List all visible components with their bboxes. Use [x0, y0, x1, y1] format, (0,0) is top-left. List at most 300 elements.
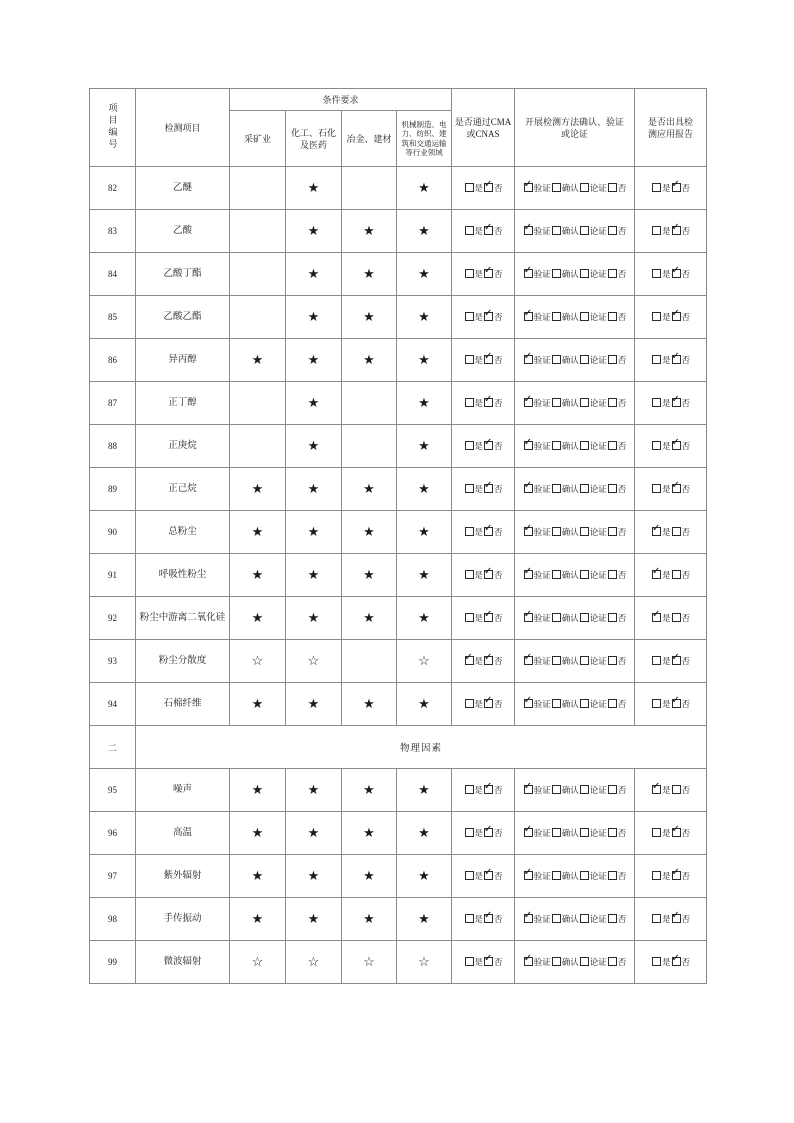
checkbox-checked-icon: [652, 523, 661, 536]
checkbox-checked-icon: [484, 222, 493, 235]
cma-cell: [452, 941, 515, 984]
checkbox-label: 否: [494, 226, 503, 236]
item-name: 乙酸乙酯: [136, 296, 230, 339]
report-cell: [635, 167, 707, 210]
checkbox-unchecked-icon: [608, 914, 617, 923]
checkbox-unchecked-icon: [672, 613, 681, 622]
checkbox-label: 验证: [533, 613, 551, 623]
checkbox-label: 论证: [589, 269, 607, 279]
industry-star-cell: [342, 683, 397, 726]
checkbox-unchecked-icon: [608, 183, 617, 192]
checkbox-unchecked-icon: [552, 957, 561, 966]
check-mark-icon: ✓: [484, 910, 493, 921]
cma-cell: [452, 812, 515, 855]
method-cell: [515, 468, 635, 511]
checkbox-label: 是: [662, 269, 671, 279]
industry-star-cell: [286, 812, 342, 855]
industry-star-cell: [286, 683, 342, 726]
checkbox-unchecked-icon: [652, 914, 661, 923]
filled-star-icon: ★: [251, 868, 264, 883]
col-header-item-no: [90, 89, 136, 167]
filled-star-icon: ★: [363, 782, 375, 797]
checkbox-checked-icon: [671, 953, 681, 966]
filled-star-icon: ★: [307, 352, 320, 367]
checkbox-checked-icon: [484, 351, 493, 364]
check-mark-icon: ✓: [484, 480, 493, 491]
conditions-label: 条件要求: [322, 94, 359, 105]
checkbox-label: 是: [662, 226, 671, 236]
checkbox-unchecked-icon: [552, 312, 561, 321]
checkbox-label: 否: [681, 871, 691, 881]
checkbox-checked-icon: [523, 695, 533, 708]
item-name: 乙酸丁酯: [136, 253, 230, 296]
checkbox-checked-icon: [671, 824, 681, 837]
report-cell: [635, 339, 707, 382]
industry-star-cell: [342, 855, 397, 898]
filled-star-icon: ★: [418, 868, 430, 883]
method-cell: [515, 812, 635, 855]
checkbox-unchecked-icon: [552, 871, 561, 880]
industry-star-cell: [286, 210, 342, 253]
industry-star-cell: [230, 511, 286, 554]
checkbox-label: 验证: [533, 226, 551, 236]
checkbox-label: 验证: [533, 914, 551, 924]
cma-cell: [452, 640, 515, 683]
table-body: [90, 167, 707, 984]
checkbox-label: 论证: [589, 957, 607, 967]
checkbox-unchecked-icon: [608, 957, 617, 966]
check-mark-icon: ✓: [652, 566, 661, 577]
checkbox-label: 确认: [561, 226, 579, 236]
filled-star-icon: ★: [363, 610, 375, 625]
checkbox-label: 否: [681, 699, 691, 709]
checkbox-unchecked-icon: [465, 570, 474, 579]
report-cell: [635, 683, 707, 726]
checkbox-unchecked-icon: [608, 226, 617, 235]
checkbox-label: 是: [474, 570, 484, 580]
checkbox-label: 论证: [589, 355, 607, 365]
item-name: 微波辐射: [136, 941, 230, 984]
checkbox-label: 否: [494, 656, 503, 666]
checkbox-unchecked-icon: [652, 484, 661, 493]
method-cell: [515, 296, 635, 339]
checkbox-label: 确认: [561, 527, 579, 537]
checkbox-unchecked-icon: [580, 656, 589, 665]
col-header-mining: 采矿业: [230, 111, 286, 167]
industry-star-cell: [230, 210, 286, 253]
item-number: 83: [90, 210, 136, 253]
filled-star-icon: ★: [251, 610, 264, 625]
checkbox-checked-icon: [484, 394, 493, 407]
checkbox-label: 否: [494, 183, 503, 193]
industry-star-cell: [342, 769, 397, 812]
checkbox-unchecked-icon: [608, 570, 617, 579]
section-title: 物理因素: [136, 726, 707, 769]
filled-star-icon: ★: [418, 266, 430, 281]
checkbox-label: 否: [617, 957, 627, 967]
checkbox-checked-icon: [523, 394, 533, 407]
checkbox-unchecked-icon: [608, 656, 617, 665]
filled-star-icon: ★: [363, 911, 375, 926]
check-mark-icon: ✓: [671, 437, 680, 448]
filled-star-icon: ★: [418, 524, 430, 539]
industry-star-cell: [397, 597, 452, 640]
cma-cell: [452, 683, 515, 726]
item-name: 呼吸性粉尘: [136, 554, 230, 597]
checkbox-label: 否: [617, 441, 627, 451]
industry-star-cell: [397, 296, 452, 339]
section-row: [90, 726, 707, 769]
checkbox-label: 否: [494, 527, 503, 537]
check-mark-icon: ✓: [484, 265, 493, 276]
checkbox-label: 否: [494, 312, 503, 322]
check-mark-icon: ✓: [523, 953, 533, 964]
check-mark-icon: ✓: [523, 437, 533, 448]
item-name: 总粉尘: [136, 511, 230, 554]
checkbox-label: 论证: [589, 871, 607, 881]
checkbox-label: 论证: [589, 441, 607, 451]
checkbox-label: 否: [681, 183, 691, 193]
checkbox-checked-icon: [671, 351, 681, 364]
industry-star-cell: [342, 468, 397, 511]
cma-cell: [452, 296, 515, 339]
filled-star-icon: ★: [251, 825, 264, 840]
check-mark-icon: ✓: [523, 824, 533, 835]
checkbox-checked-icon: [523, 222, 533, 235]
industry-star-cell: [286, 554, 342, 597]
industry-star-cell: [230, 425, 286, 468]
filled-star-icon: ★: [307, 696, 320, 711]
checkbox-unchecked-icon: [552, 183, 561, 192]
check-mark-icon: ✓: [671, 695, 680, 706]
checkbox-unchecked-icon: [580, 441, 589, 450]
checkbox-checked-icon: [652, 566, 661, 579]
method-cell: [515, 640, 635, 683]
checkbox-label: 验证: [533, 441, 551, 451]
hollow-star-icon: ☆: [363, 954, 375, 969]
checkbox-label: 是: [662, 613, 671, 623]
method-cell: [515, 898, 635, 941]
checkbox-label: 否: [494, 957, 503, 967]
checkbox-label: 否: [681, 613, 691, 623]
industry-star-cell: [342, 167, 397, 210]
cma-cell: [452, 339, 515, 382]
filled-star-icon: ★: [307, 223, 320, 238]
section-number: 二: [90, 726, 136, 769]
check-mark-icon: ✓: [484, 222, 493, 233]
industry-star-cell: [286, 640, 342, 683]
checkbox-label: 否: [681, 828, 691, 838]
report-cell: [635, 941, 707, 984]
filled-star-icon: ★: [251, 782, 264, 797]
col-header-chemical: 化工、石化及医药: [286, 111, 342, 167]
checkbox-unchecked-icon: [652, 656, 661, 665]
checkbox-checked-icon: [523, 351, 533, 364]
check-mark-icon: ✓: [523, 781, 533, 792]
checkbox-label: 否: [617, 312, 627, 322]
checkbox-checked-icon: [484, 609, 493, 622]
check-mark-icon: ✓: [671, 867, 680, 878]
checkbox-label: 确认: [561, 312, 579, 322]
filled-star-icon: ★: [418, 567, 430, 582]
industry-star-cell: [397, 769, 452, 812]
filled-star-icon: ★: [307, 868, 320, 883]
checkbox-label: 确认: [561, 957, 579, 967]
checkbox-label: 验证: [533, 785, 551, 795]
industry-star-cell: [286, 898, 342, 941]
checkbox-checked-icon: [523, 953, 533, 966]
checkbox-checked-icon: [523, 652, 533, 665]
report-cell: [635, 425, 707, 468]
item-number: 96: [90, 812, 136, 855]
checkbox-label: 否: [617, 355, 627, 365]
checkbox-label: 是: [662, 828, 671, 838]
item-name: 粉尘分散度: [136, 640, 230, 683]
cma-cell: [452, 769, 515, 812]
checkbox-label: 否: [681, 484, 691, 494]
checkbox-label: 确认: [561, 828, 579, 838]
industry-star-cell: [286, 468, 342, 511]
checkbox-unchecked-icon: [652, 312, 661, 321]
filled-star-icon: ★: [307, 524, 320, 539]
industry-star-cell: [230, 382, 286, 425]
industry-star-cell: [397, 468, 452, 511]
item-number: 98: [90, 898, 136, 941]
cma-cell: [452, 597, 515, 640]
checkbox-unchecked-icon: [465, 484, 474, 493]
checkbox-label: 论证: [589, 914, 607, 924]
checkbox-label: 验证: [533, 656, 551, 666]
checkbox-label: 确认: [561, 441, 579, 451]
checkbox-label: 否: [681, 527, 691, 537]
item-name: 正己烷: [136, 468, 230, 511]
filled-star-icon: ★: [418, 223, 430, 238]
hollow-star-icon: ☆: [307, 954, 320, 969]
checkbox-checked-icon: [484, 781, 493, 794]
method-cell: [515, 425, 635, 468]
checkbox-unchecked-icon: [580, 613, 589, 622]
industry-star-cell: [286, 855, 342, 898]
industry-star-cell: [342, 210, 397, 253]
checkbox-unchecked-icon: [552, 484, 561, 493]
filled-star-icon: ★: [363, 481, 375, 496]
cma-cell: [452, 382, 515, 425]
check-mark-icon: ✓: [484, 351, 493, 362]
check-mark-icon: ✓: [523, 179, 533, 190]
check-mark-icon: ✓: [484, 523, 493, 534]
check-mark-icon: ✓: [484, 437, 493, 448]
method-cell: [515, 855, 635, 898]
industry-star-cell: [397, 382, 452, 425]
item-number: 87: [90, 382, 136, 425]
cma-label: 是否通过CMA或CNAS: [454, 116, 512, 139]
report-cell: [635, 210, 707, 253]
check-mark-icon: ✓: [484, 824, 493, 835]
checkbox-label: 否: [681, 785, 691, 795]
item-number: 86: [90, 339, 136, 382]
checkbox-label: 论证: [589, 613, 607, 623]
checkbox-label: 论证: [589, 312, 607, 322]
checkbox-label: 验证: [533, 355, 551, 365]
industry-star-cell: [342, 511, 397, 554]
checkbox-label: 验证: [533, 183, 551, 193]
check-mark-icon: ✓: [523, 566, 533, 577]
checkbox-checked-icon: [523, 867, 533, 880]
check-mark-icon: ✓: [484, 867, 493, 878]
check-mark-icon: ✓: [484, 566, 493, 577]
item-name: 粉尘中游离二氧化硅: [136, 597, 230, 640]
checkbox-unchecked-icon: [580, 957, 589, 966]
check-mark-icon: ✓: [523, 652, 533, 663]
checkbox-unchecked-icon: [465, 871, 474, 880]
checkbox-unchecked-icon: [465, 355, 474, 364]
item-row: [90, 382, 707, 425]
item-label: 检测项目: [164, 122, 201, 133]
filled-star-icon: ★: [307, 180, 320, 195]
industry-star-cell: [342, 941, 397, 984]
checkbox-checked-icon: [484, 179, 493, 192]
checkbox-checked-icon: [523, 566, 533, 579]
checkbox-label: 否: [681, 226, 691, 236]
checkbox-label: 确认: [561, 570, 579, 580]
checkbox-label: 是: [662, 570, 671, 580]
item-row: [90, 339, 707, 382]
checkbox-unchecked-icon: [552, 355, 561, 364]
cma-cell: [452, 855, 515, 898]
filled-star-icon: ★: [363, 266, 375, 281]
checkbox-label: 确认: [561, 398, 579, 408]
industry-star-cell: [286, 941, 342, 984]
checkbox-label: 是: [662, 656, 671, 666]
checkbox-unchecked-icon: [672, 527, 681, 536]
industry-star-cell: [397, 855, 452, 898]
industry-star-cell: [397, 898, 452, 941]
report-cell: [635, 253, 707, 296]
check-mark-icon: ✓: [523, 308, 533, 319]
filled-star-icon: ★: [418, 610, 430, 625]
checkbox-checked-icon: [523, 523, 533, 536]
item-number: 84: [90, 253, 136, 296]
industry-star-cell: [286, 425, 342, 468]
item-no-label: 项目编号: [107, 102, 118, 151]
checkbox-label: 论证: [589, 828, 607, 838]
filled-star-icon: ★: [418, 696, 430, 711]
checkbox-checked-icon: [671, 652, 681, 665]
checkbox-label: 否: [617, 871, 627, 881]
check-mark-icon: ✓: [652, 781, 661, 792]
checkbox-label: 否: [617, 914, 627, 924]
checkbox-checked-icon: [484, 695, 493, 708]
method-cell: [515, 382, 635, 425]
cma-cell: [452, 511, 515, 554]
report-cell: [635, 382, 707, 425]
checkbox-label: 论证: [589, 527, 607, 537]
checkbox-label: 是: [662, 355, 671, 365]
checkbox-label: 否: [494, 570, 503, 580]
checkbox-label: 是: [474, 183, 484, 193]
report-label: 是否出具检测应用报告: [648, 116, 694, 139]
filled-star-icon: ★: [363, 567, 375, 582]
checkbox-label: 是: [474, 957, 484, 967]
checkbox-unchecked-icon: [552, 527, 561, 536]
checkbox-unchecked-icon: [465, 312, 474, 321]
checkbox-checked-icon: [652, 781, 661, 794]
cma-cell: [452, 167, 515, 210]
check-mark-icon: ✓: [484, 781, 493, 792]
checkbox-label: 否: [617, 226, 627, 236]
checkbox-checked-icon: [652, 609, 661, 622]
industry-star-cell: [342, 339, 397, 382]
filled-star-icon: ★: [363, 825, 375, 840]
filled-star-icon: ★: [307, 309, 320, 324]
checkbox-label: 论证: [589, 183, 607, 193]
filled-star-icon: ★: [363, 223, 375, 238]
check-mark-icon: ✓: [484, 179, 493, 190]
check-mark-icon: ✓: [671, 351, 680, 362]
check-mark-icon: ✓: [484, 953, 493, 964]
report-cell: [635, 898, 707, 941]
filled-star-icon: ★: [307, 438, 320, 453]
checkbox-unchecked-icon: [580, 484, 589, 493]
checkbox-unchecked-icon: [552, 828, 561, 837]
item-number: 95: [90, 769, 136, 812]
item-row: [90, 640, 707, 683]
check-mark-icon: ✓: [523, 480, 533, 491]
check-mark-icon: ✓: [523, 394, 533, 405]
checkbox-label: 确认: [561, 484, 579, 494]
industry-star-cell: [342, 382, 397, 425]
filled-star-icon: ★: [251, 481, 264, 496]
checkbox-checked-icon: [484, 910, 493, 923]
checkbox-checked-icon: [523, 824, 533, 837]
industry-star-cell: [342, 898, 397, 941]
check-mark-icon: ✓: [671, 953, 680, 964]
checkbox-label: 论证: [589, 699, 607, 709]
check-mark-icon: ✓: [671, 265, 680, 276]
industry-star-cell: [342, 812, 397, 855]
hollow-star-icon: ☆: [251, 954, 264, 969]
check-mark-icon: ✓: [671, 480, 680, 491]
industry-star-cell: [286, 253, 342, 296]
item-name: 噪声: [136, 769, 230, 812]
checkbox-label: 是: [474, 484, 484, 494]
check-mark-icon: ✓: [484, 652, 493, 663]
check-mark-icon: ✓: [671, 308, 680, 319]
item-row: [90, 253, 707, 296]
checkbox-label: 否: [617, 656, 627, 666]
check-mark-icon: ✓: [523, 222, 533, 233]
filled-star-icon: ★: [307, 395, 320, 410]
item-row: [90, 511, 707, 554]
industry-star-cell: [397, 640, 452, 683]
checkbox-label: 是: [662, 398, 671, 408]
checkbox-unchecked-icon: [652, 699, 661, 708]
industry-star-cell: [230, 769, 286, 812]
cma-cell: [452, 253, 515, 296]
industry-star-cell: [286, 296, 342, 339]
checkbox-label: 是: [662, 484, 671, 494]
checkbox-unchecked-icon: [580, 398, 589, 407]
item-name: 乙酸: [136, 210, 230, 253]
check-mark-icon: ✓: [523, 867, 533, 878]
item-number: 89: [90, 468, 136, 511]
checkbox-unchecked-icon: [465, 914, 474, 923]
checkbox-label: 确认: [561, 613, 579, 623]
checkbox-unchecked-icon: [552, 699, 561, 708]
industry-star-cell: [230, 941, 286, 984]
checkbox-checked-icon: [484, 953, 493, 966]
item-row: [90, 425, 707, 468]
